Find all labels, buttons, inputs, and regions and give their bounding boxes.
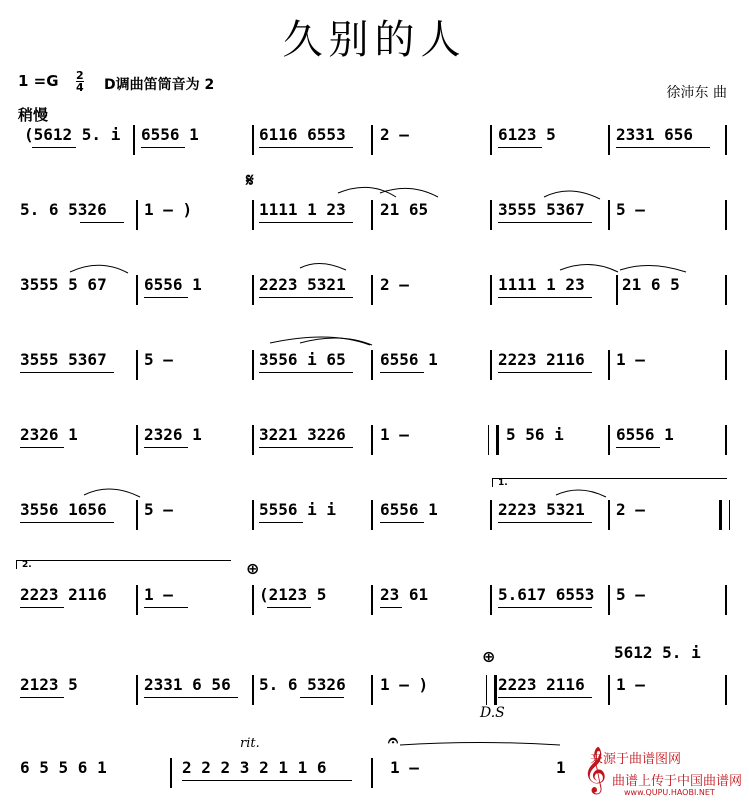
measure: 1 – <box>144 585 173 604</box>
measure: (2123 5 <box>259 585 327 604</box>
measure: 2223 5321 <box>498 500 585 519</box>
measure: 5 – <box>616 200 645 219</box>
page-title: 久别的人 <box>282 17 467 63</box>
tuning-note: D调曲笛筒音为 2 <box>104 77 215 93</box>
measure: 2331 656 <box>616 125 694 144</box>
intro-restatement: 5612 5. i <box>614 643 701 662</box>
treble-clef-logo: 𝄞 <box>583 747 607 793</box>
measure: 6556 1 <box>144 275 202 294</box>
measure: 2 – <box>380 275 409 294</box>
volta-1-label: 1. <box>498 478 508 488</box>
watermark-line-1: 来源于曲谱图网 <box>590 752 682 767</box>
measure: 6556 1 <box>380 350 438 369</box>
measure: 2326 1 <box>144 425 202 444</box>
measure: 1111 1 23 <box>259 200 346 219</box>
measure: 1 – <box>616 350 645 369</box>
ds-marking: D.S <box>480 705 505 721</box>
measure: 1 – <box>390 758 419 777</box>
measure: 5 56 i <box>506 425 564 444</box>
measure: 1 – <box>380 425 409 444</box>
measure: 2 2 2 3 2 1 1 6 <box>182 758 327 777</box>
measure: 2223 5321 <box>259 275 346 294</box>
key-signature: 1 =G <box>18 72 59 90</box>
measure: 1111 1 23 <box>498 275 585 294</box>
watermark-line-2: 曲谱上传于中国曲谱网 <box>612 774 743 789</box>
measure: 2326 1 <box>20 425 78 444</box>
measure: 1 – ) <box>380 675 429 694</box>
measure: 6556 1 <box>141 125 199 144</box>
measure: 5 – <box>616 585 645 604</box>
measure: 21 65 <box>380 200 429 219</box>
measure: 5. 6 5326 <box>20 200 107 219</box>
measure: (5612 5. i <box>24 125 121 144</box>
measure: 6556 1 <box>380 500 438 519</box>
segno-icon: 𝄋 <box>246 170 254 191</box>
measure: 2 – <box>380 125 409 144</box>
measure: 2223 2116 <box>20 585 107 604</box>
measure: 5. 6 5326 <box>259 675 346 694</box>
measure: 6 5 5 6 1 <box>20 758 107 777</box>
measure: 23 61 <box>380 585 429 604</box>
time-signature-bottom: 4 <box>76 81 84 94</box>
composer: 徐沛东 曲 <box>666 85 727 101</box>
watermark-line-3: www.QUPU.HAOBI.NET <box>624 788 715 797</box>
measure: 5 – <box>144 350 173 369</box>
measure: 5556 i i <box>259 500 337 519</box>
measure: 3555 5367 <box>20 350 107 369</box>
rit-marking: rit. <box>240 736 260 751</box>
time-signature-top: 2 <box>76 69 84 82</box>
measure: 2 – <box>616 500 645 519</box>
measure: 6116 6553 <box>259 125 346 144</box>
fermata-icon: 𝄐 <box>388 730 399 751</box>
coda-icon: ⊕ <box>246 559 260 578</box>
measure: 1 – <box>616 675 645 694</box>
measure: 3221 3226 <box>259 425 346 444</box>
measure: 6123 5 <box>498 125 556 144</box>
measure: 3555 5 67 <box>20 275 107 294</box>
tempo-marking: 稍慢 <box>18 106 49 124</box>
measure: 3556 i 65 <box>259 350 346 369</box>
measure: 5.617 6553 <box>498 585 595 604</box>
measure: 21 6 5 <box>622 275 680 294</box>
measure: 2123 5 <box>20 675 78 694</box>
measure: 2331 6 56 <box>144 675 231 694</box>
measure: 2223 2116 <box>498 350 585 369</box>
measure: 1 – ) <box>144 200 193 219</box>
measure: 3555 5367 <box>498 200 585 219</box>
measure: 3556 1656 <box>20 500 107 519</box>
volta-2-label: 2. <box>22 560 32 570</box>
measure: 1 <box>556 758 566 777</box>
coda-icon: ⊕ <box>482 647 496 666</box>
measure: 5 – <box>144 500 173 519</box>
measure: 2223 2116 <box>498 675 585 694</box>
measure: 6556 1 <box>616 425 674 444</box>
